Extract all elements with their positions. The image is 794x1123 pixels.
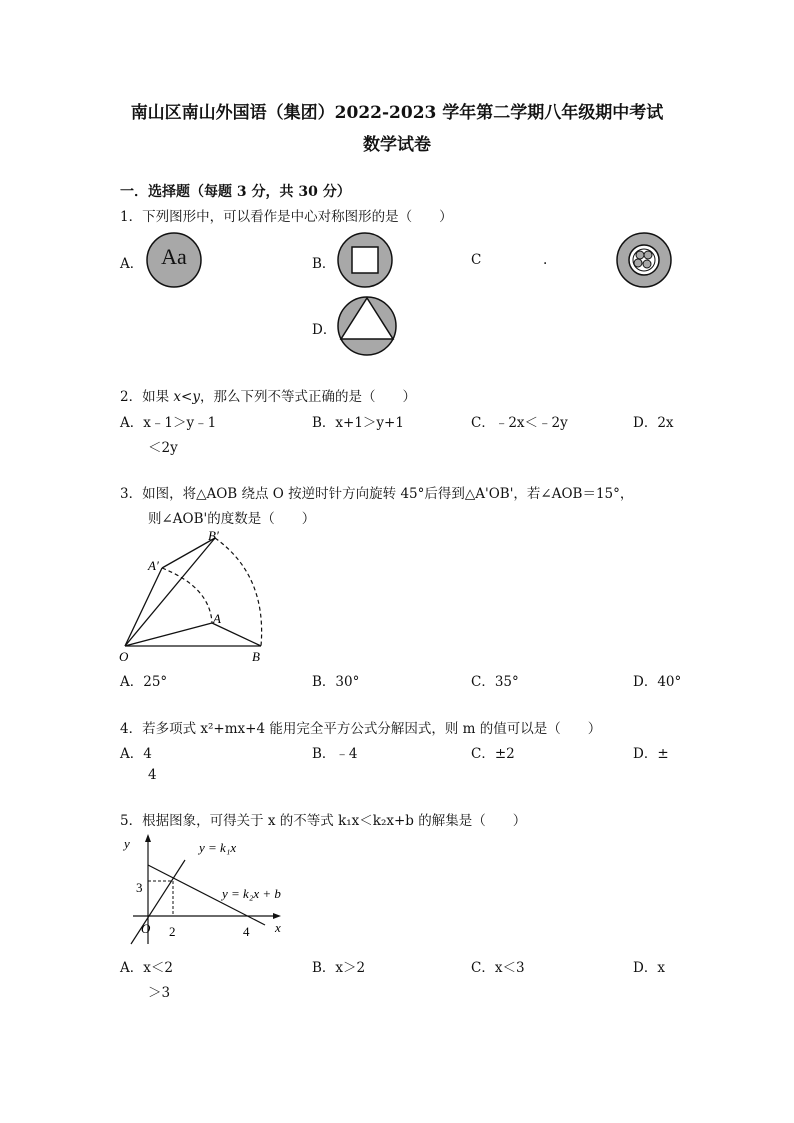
q5-line1-label: y = k₁x — [199, 840, 237, 855]
q3-stem-line1: 3．如图，将△AOB 绕点 O 按逆时针方向旋转 45°后得到△A'OB'，若∠AOB＝15°， — [120, 486, 634, 502]
q5-option-b[interactable]: B．x＞2 — [312, 960, 366, 976]
q3-label-b-prime: B′ — [208, 528, 219, 543]
q2-stem-var: x<y — [173, 389, 200, 405]
q5-origin-label: O — [141, 921, 151, 936]
q1-option-b-label[interactable]: B． — [312, 256, 336, 272]
q5-option-a[interactable]: A．x＜2 — [120, 960, 173, 976]
q3-option-a[interactable]: A．25° — [120, 674, 168, 690]
q2-option-a[interactable]: A．x﹣1＞y﹣1 — [120, 415, 217, 431]
q5-option-d[interactable]: D．x — [633, 960, 665, 976]
q5-line2-label: y = k₂x + b — [222, 886, 281, 901]
section-heading: 一．选择题（每题 3 分，共 30 分） — [120, 184, 351, 200]
q5-x-axis-label: x — [275, 920, 281, 935]
q5-tick-x2: 2 — [169, 924, 176, 939]
q5-line-k1 — [131, 860, 185, 944]
q3-label-a-prime: A′ — [148, 558, 159, 573]
q5-stem: 5．根据图象，可得关于 x 的不等式 k₁x＜k₂x+b 的解集是（ ） — [120, 813, 527, 829]
q4-option-d[interactable]: D．± — [633, 746, 669, 762]
q4-stem: 4．若多项式 x²+mx+4 能用完全平方公式分解因式，则 m 的值可以是（ ） — [120, 721, 602, 737]
q3-stem-line2: 则∠AOB'的度数是（ ） — [148, 511, 316, 527]
q2-option-c[interactable]: C．﹣2x＜﹣2y — [471, 415, 568, 431]
q1-option-c-label[interactable]: C — [471, 252, 482, 268]
q3-label-b: B — [252, 649, 260, 664]
q4-option-a[interactable]: A．4 — [120, 746, 152, 762]
q3-option-b[interactable]: B．30° — [312, 674, 360, 690]
page-subtitle: 数学试卷 — [363, 135, 431, 155]
q4-option-c[interactable]: C．±2 — [471, 746, 515, 762]
q5-tick-y3: 3 — [136, 880, 143, 895]
q2-stem-pre: 2．如果 — [120, 389, 174, 405]
q1-figure-a-text: Aa — [161, 244, 187, 269]
q3-rotation-figure — [115, 527, 275, 667]
q3-label-a: A — [213, 611, 221, 626]
q2-option-d[interactable]: D．2x — [633, 415, 674, 431]
page-title: 南山区南山外国语（集团）2022-2023 学年第二学期八年级期中考试 — [130, 103, 664, 123]
q1-figure-c-concentric-circles — [616, 232, 672, 288]
q1-option-d-label[interactable]: D． — [312, 322, 337, 338]
q1-figure-b-circle-square — [337, 232, 393, 288]
q5-y-axis-label: y — [124, 836, 130, 851]
q1-figure-d-circle-triangle — [337, 296, 397, 356]
q3-option-d[interactable]: D．40° — [633, 674, 682, 690]
q2-option-b[interactable]: B．x+1＞y+1 — [312, 415, 404, 431]
q4-option-b[interactable]: B．﹣4 — [312, 746, 358, 762]
q5-tick-x4: 4 — [243, 924, 250, 939]
q1-option-a-label[interactable]: A． — [120, 256, 144, 272]
q3-option-c[interactable]: C．35° — [471, 674, 519, 690]
q2-stem — [120, 385, 416, 405]
q3-label-o: O — [119, 649, 129, 664]
q2-stem-post: ，那么下列不等式正确的是（ ） — [199, 389, 416, 405]
q2-option-d-cont: ＜2y — [148, 440, 178, 456]
q5-option-d-cont: ＞3 — [148, 985, 171, 1001]
q5-function-graph — [115, 832, 305, 952]
q5-option-c[interactable]: C．x＜3 — [471, 960, 525, 976]
q4-option-d-cont: 4 — [148, 767, 157, 783]
q1-stem: 1．下列图形中，可以看作是中心对称图形的是（ ） — [120, 209, 453, 225]
q1-option-c-dot: . — [543, 252, 548, 268]
